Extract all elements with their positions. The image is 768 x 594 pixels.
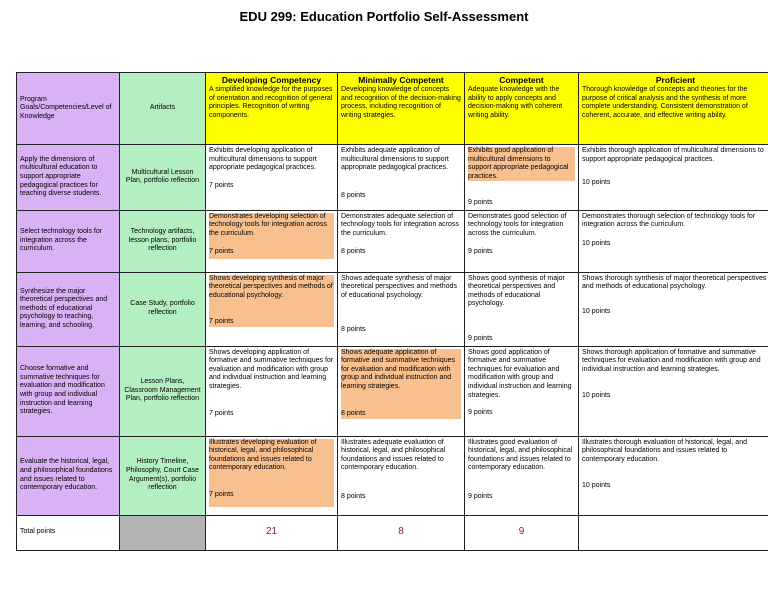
table-row xyxy=(17,210,768,272)
cell-text: Exhibits developing application of multicultural dimensions to support appropriate pedagogical practices. xyxy=(209,147,317,172)
points-label: 10 points xyxy=(582,179,611,187)
rubric-cell xyxy=(206,346,338,436)
points-label: 9 points xyxy=(468,334,493,342)
artifact-cell: Technology artifacts, lesson plans, portfolio reflection xyxy=(120,210,206,272)
goal-cell: Evaluate the historical, legal, and philosophical foundations and issues related to contemporary education. xyxy=(17,436,120,515)
rubric-cell xyxy=(579,272,768,346)
rubric-cell xyxy=(338,272,465,346)
totals-row xyxy=(17,515,768,550)
document-title: EDU 299: Education Portfolio Self-Assessment xyxy=(239,9,529,24)
level-description: A simplified knowledge for the purposes of orientation and recognition of general principles. Recognition of writing components. xyxy=(209,86,333,119)
table-row xyxy=(17,346,768,436)
header-row xyxy=(17,73,768,145)
rubric-cell-selected xyxy=(338,346,465,436)
level-description: Adequate knowledge with the ability to apply concepts and decision-making with coherent writing ability. xyxy=(468,86,563,119)
cell-text: Exhibits thorough application of multicultural dimensions to support appropriate pedagogical practices. xyxy=(582,147,764,163)
cell-text: Shows good application of formative and summative techniques for evaluation and modification with group and individual instruction and learning strategies. xyxy=(468,348,572,399)
rubric-cell xyxy=(579,346,768,436)
cell-text: Shows developing application of formative and summative techniques for evaluation and modification with group and individual instruction and learning strategies. xyxy=(209,348,334,390)
points-label: 7 points xyxy=(209,318,334,327)
cell-text: Shows adequate synthesis of major theoretical perspectives and methods of educational psychology. xyxy=(341,274,457,299)
points-label: 7 points xyxy=(209,248,334,257)
cell-text: Demonstrates adequate selection of technology tools for integration across the curriculum. xyxy=(341,212,459,237)
cell-text: Demonstrates developing selection of technology tools for integration across the curriculum. xyxy=(209,213,334,259)
rubric-cell xyxy=(465,346,579,436)
total-proficient xyxy=(579,515,768,550)
points-label: 8 points xyxy=(341,191,366,199)
cell-text: Shows thorough application of formative and summative techniques for evaluation and modification with group and individual instruction and learning strategies. xyxy=(582,348,761,373)
goal-cell: Synthesize the major theoretical perspectives and methods of educational psychology to teaching, learning, and schooling. xyxy=(17,272,120,346)
cell-text: Exhibits adequate application of multicultural dimensions to support appropriate pedagogical practices. xyxy=(341,147,449,172)
points-label: 7 points xyxy=(209,409,234,417)
goals-header: Program Goals/Competencies/Level of Knowledge xyxy=(17,73,120,145)
cell-text: Illustrates good evaluation of historical, legal, and philosophical foundations and issues related to contemporary education. xyxy=(468,438,573,472)
artifacts-header: Artifacts xyxy=(120,73,206,145)
rubric-cell xyxy=(579,145,768,211)
goal-cell: Choose formative and summative techniques for evaluation and modification with group and individual instruction and learning strategies. xyxy=(17,346,120,436)
points-label: 8 points xyxy=(341,326,366,334)
level-header-minimal xyxy=(338,73,465,145)
rubric-cell xyxy=(465,210,579,272)
goal-cell: Apply the dimensions of multicultural education to support appropriate pedagogical practices for teaching diverse students. xyxy=(17,145,120,211)
points-label: 10 points xyxy=(582,307,611,315)
level-description: Developing knowledge of concepts and recognition of the decision-making process, including recognition of writing strategies. xyxy=(341,86,461,119)
artifact-cell: Case Study, portfolio reflection xyxy=(120,272,206,346)
artifact-cell: History Timeline, Philosophy, Court Case Argument(s), portfolio reflection xyxy=(120,436,206,515)
points-label: 8 points xyxy=(341,492,366,500)
points-label: 10 points xyxy=(582,239,611,247)
table-row xyxy=(17,145,768,211)
level-header-developing xyxy=(206,73,338,145)
cell-text: Illustrates thorough evaluation of historical, legal, and philosophical foundations and issues related to contemporary education. xyxy=(582,438,747,463)
total-minimal: 8 xyxy=(338,515,465,550)
level-name: Minimally Competent xyxy=(358,75,444,85)
level-name: Competent xyxy=(499,75,544,85)
cell-text: Shows adequate application of formative and summative techniques for evaluation and modification with group and individual instruction and learning strategies. xyxy=(341,349,461,419)
rubric-cell-selected xyxy=(465,145,579,211)
level-name: Developing Competency xyxy=(221,75,322,85)
cell-text: Shows good synthesis of major theoretical perspectives and methods of educational psychology. xyxy=(468,274,565,308)
rubric-cell xyxy=(579,436,768,515)
level-header-proficient xyxy=(579,73,768,145)
rubric-cell xyxy=(338,210,465,272)
level-name: Proficient xyxy=(655,75,696,85)
points-label: 9 points xyxy=(468,409,493,417)
cell-text: Illustrates adequate evaluation of historical, legal, and philosophical foundations and issues related to contemporary education. xyxy=(341,438,446,472)
points-label: 8 points xyxy=(341,248,366,256)
rubric-cell-selected xyxy=(206,272,338,346)
cell-text: Illustrates developing evaluation of historical, legal, and philosophical foundations and issues related to contemporary education. xyxy=(209,439,334,507)
points-label: 9 points xyxy=(468,492,493,500)
rubric-cell xyxy=(465,272,579,346)
artifact-cell: Lesson Plans, Classroom Management Plan, portfolio reflection xyxy=(120,346,206,436)
artifact-blank-cell xyxy=(120,515,206,550)
cell-text: Demonstrates thorough selection of technology tools for integration across the curriculum. xyxy=(582,212,756,229)
rubric-cell xyxy=(338,436,465,515)
rubric-cell xyxy=(338,145,465,211)
table-row xyxy=(17,436,768,515)
points-label: 9 points xyxy=(468,199,493,206)
cell-text: Shows developing synthesis of major theoretical perspectives and methods of educational psychology. xyxy=(209,275,334,327)
total-developing: 21 xyxy=(206,515,338,550)
rubric-cell-selected xyxy=(206,436,338,515)
total-points-label: Total points xyxy=(17,515,120,550)
cell-text: Exhibits good application of multicultural dimensions to support appropriate pedagogical practices. xyxy=(468,147,575,181)
total-competent: 9 xyxy=(465,515,579,550)
points-label: 8 points xyxy=(341,410,461,419)
points-label: 10 points xyxy=(582,392,611,400)
artifact-cell: Multicultural Lesson Plan, portfolio reflection xyxy=(120,145,206,211)
self-assessment-rubric xyxy=(16,72,768,551)
rubric-cell xyxy=(465,436,579,515)
points-label: 9 points xyxy=(468,248,493,256)
cell-text: Shows thorough synthesis of major theoretical perspectives and methods of educational psychology. xyxy=(582,274,767,291)
goal-cell: Select technology tools for integration across the curriculum. xyxy=(17,210,120,272)
points-label: 7 points xyxy=(209,181,234,189)
rubric-cell xyxy=(579,210,768,272)
rubric-cell xyxy=(206,145,338,211)
rubric-cell-selected xyxy=(206,210,338,272)
level-description: Thorough knowledge of concepts and theories for the purpose of critical analysis and the synthesis of more complete understanding. Consistent demonstration of coherent, accurate, and effective writing ability. xyxy=(582,86,748,119)
level-header-competent xyxy=(465,73,579,145)
points-label: 7 points xyxy=(209,491,334,500)
table-row xyxy=(17,272,768,346)
points-label: 10 points xyxy=(582,482,611,490)
cell-text: Demonstrates good selection of technology tools for integration across the curriculum. xyxy=(468,212,567,237)
